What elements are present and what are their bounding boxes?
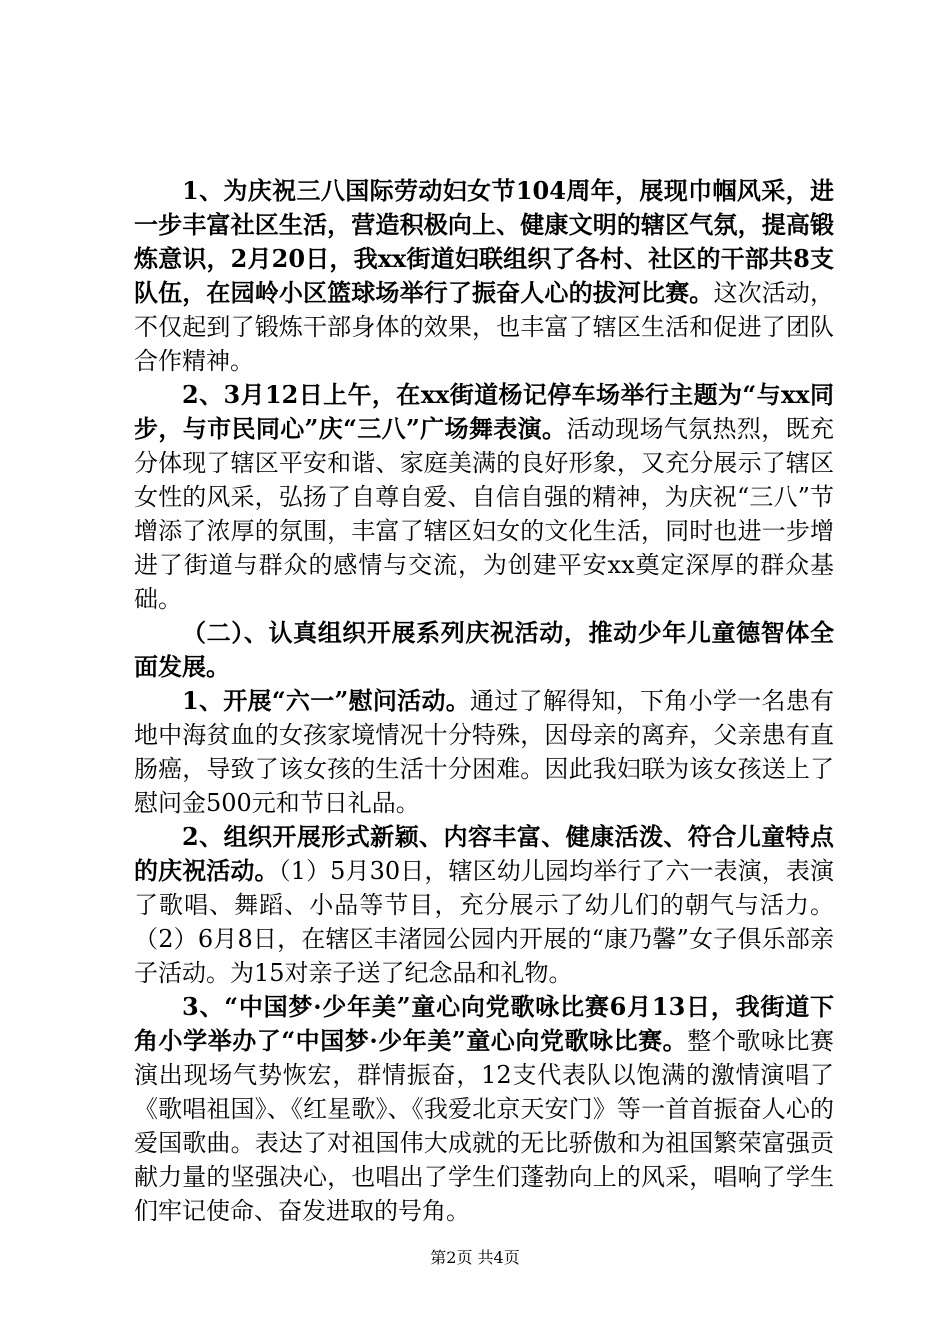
paragraph-1-lead: 1、为庆祝三八国际劳动妇女节104周年，展现巾帼风采，进一步丰富社区生活，营造积极向上、健康文明的辖区气氛，提高锻炼意识，2月20日，我xx街道妇联组织了各村、社区的干部共8支队伍，在园岭小区篮球场举行了振奋人心的拔河比赛。 xyxy=(134,176,834,307)
paragraph-4-body: （1）5月30日，辖区幼儿园均举行了六一表演，表演了歌唱、舞蹈、小品等节目，充分展示了幼儿们的朝气与活力。（2）6月8日，在辖区丰渚园公园内开展的“康乃馨”女子俱乐部亲子活动。为15对亲子送了纪念品和礼物。 xyxy=(134,857,835,987)
paragraph-3 xyxy=(134,684,834,820)
paragraph-4-lead: 2、组织开展形式新颖、内容丰富、健康活泼、符合儿童特点的庆祝活动。 xyxy=(134,822,834,885)
paragraph-1 xyxy=(134,174,834,378)
paragraph-1-body: 这次活动，不仅起到了锻炼干部身体的效果，也丰富了辖区生活和促进了团队合作精神。 xyxy=(134,279,835,375)
paragraph-5 xyxy=(134,990,834,1228)
document-body xyxy=(134,174,834,1228)
section-heading: （二）、认真组织开展系列庆祝活动，推动少年儿童德智体全面发展。 xyxy=(134,618,834,681)
page-footer: 第2页 共4页 xyxy=(430,1248,520,1267)
paragraph-2-body: 活动现场气氛热烈，既充分体现了辖区平安和谐、家庭美满的良好形象，又充分展示了辖区女性的风采，弘扬了自尊自爱、自信自强的精神，为庆祝“三八”节增添了浓厚的氛围，丰富了辖区妇女的文化生活，同时也进一步增进了街道与群众的感情与交流，为创建平安xx奠定深厚的群众基础。 xyxy=(134,415,834,613)
paragraph-3-lead: 1、开展“六一”慰问活动。 xyxy=(182,686,471,715)
paragraph-2 xyxy=(134,378,834,616)
paragraph-5-lead: 3、“中国梦·少年美”童心向党歌咏比赛6月13日，我街道下角小学举办了“中国梦·少年美”童心向党歌咏比赛。 xyxy=(134,992,834,1055)
paragraph-5-body: 整个歌咏比赛演出现场气势恢宏，群情振奋，12支代表队以饱满的激情演唱了《歌唱祖国》、《红星歌》、《我爱北京天安门》等一首首振奋人心的爱国歌曲。表达了对祖国伟大成就的无比骄傲和为祖国繁荣富强贡献力量的坚强决心，也唱出了学生们蓬勃向上的风采，唱响了学生们牢记使命、奋发进取的号角。 xyxy=(134,1027,834,1225)
paragraph-2-lead: 2、3月12日上午，在xx街道杨记停车场举行主题为“与xx同步，与市民同心”庆“三八”广场舞表演。 xyxy=(134,380,834,443)
paragraph-4 xyxy=(134,820,834,990)
paragraph-3-body: 通过了解得知，下角小学一名患有地中海贫血的女孩家境情况十分特殊，因母亲的离弃，父亲患有直肠癌，导致了该女孩的生活十分困难。因此我妇联为该女孩送上了慰问金500元和节日礼品。 xyxy=(134,687,835,817)
